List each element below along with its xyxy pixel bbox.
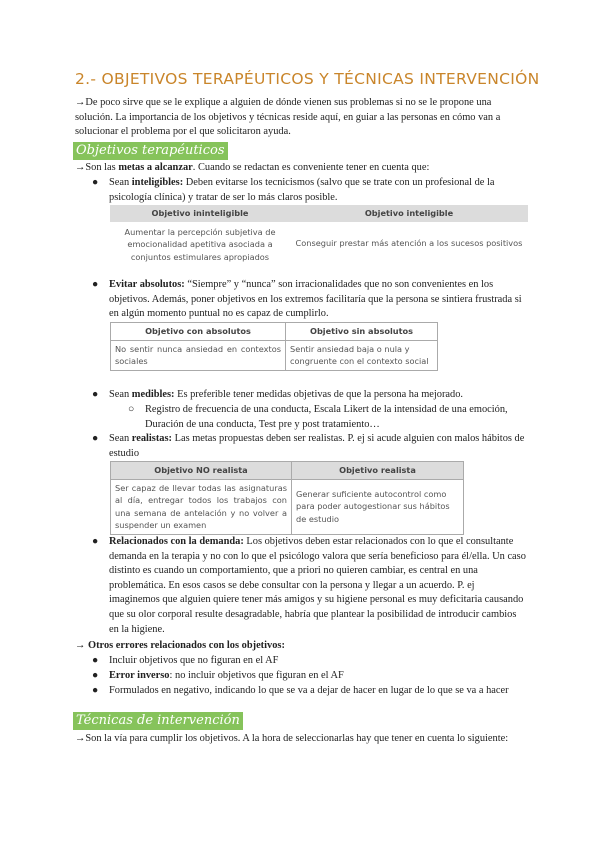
table-header: Objetivo inteligible xyxy=(290,205,528,222)
bullet-icon: ● xyxy=(92,279,99,290)
section-heading-tecnicas: Técnicas de intervención xyxy=(73,712,243,730)
bullet-icon: ● xyxy=(92,177,99,188)
objetivos-lead: →Son las metas a alcanzar. Cuando se redactan es conveniente tener en cuenta que: xyxy=(75,162,430,173)
table-realistas xyxy=(110,461,464,535)
error-item: Formulados en negativo, indicando lo que se va a dejar de hacer en lugar de lo que se va a hacer xyxy=(109,685,509,696)
table-header: Objetivo NO realista xyxy=(111,462,292,480)
tecnicas-paragraph: →Son la vía para cumplir los objetivos. A la hora de seleccionarlas hay que tener en cuenta lo siguiente: xyxy=(75,733,509,744)
intro-paragraph: →De poco sirve que se le explique a alguien de dónde vienen sus problemas si no se le propone una solución. La importancia de los objetivos y técnicas reside aquí, en guiar a las personas en cómo van a solucionar el problema por el que solicitaron ayuda. xyxy=(75,97,501,138)
table-cell: Generar suficiente autocontrol como para poder autogestionar sus hábitos de estudio xyxy=(292,479,464,534)
bullet-inteligibles: Sean inteligibles: Deben evitarse los tecnicismos (salvo que se trate con un profesional de la psicología clínica) y tratar de ser lo más claros posible. xyxy=(109,177,495,203)
sub-bullet-medidas: Registro de frecuencia de una conducta, Escala Likert de la intensidad de una emoción, Duración de una conducta, Test pre y post tratamiento… xyxy=(145,404,508,430)
bullet-icon: ● xyxy=(92,670,99,681)
error-item: Error inverso: no incluir objetivos que figuran en el AF xyxy=(109,670,344,681)
section-heading-objetivos: Objetivos terapéuticos xyxy=(73,142,228,160)
bullet-icon: ● xyxy=(92,685,99,696)
bullet-icon: ● xyxy=(92,655,99,666)
table-header: Objetivo ininteligible xyxy=(110,205,290,222)
bullet-icon: ● xyxy=(92,433,99,444)
table-cell: Ser capaz de llevar todas las asignaturas al día, entregar todos los trabajos con una semana de antelación y no volver a suspender un examen xyxy=(111,479,292,534)
table-absolutos xyxy=(110,322,438,371)
table-cell: Sentir ansiedad baja o nula y congruente con el contexto social xyxy=(286,340,438,370)
bullet-absolutos: Evitar absolutos: “Siempre” y “nunca” son irracionalidades que no son convenientes en los objetivos. Además, poner objetivos en los extremos facilitaría que la persona se sintiera frustrada si en algún momento puntual no es capaz de cumplirlo. xyxy=(109,279,522,320)
table-cell: Aumentar la percepción subjetiva de emocionalidad apetitiva asociada a conjuntos estimulares apropiados xyxy=(124,226,276,262)
bullet-demanda: Relacionados con la demanda: Los objetivos deben estar relacionados con lo que el consultante demanda en la terapia y no con lo que el psicólogo valora que sería beneficioso para él/ella. Un caso distinto es cuando un comportamiento, que a priori no quieren cambiar, es central en una problemática. En esos casos se debe consultar con la persona y llegar a un acuerdo. P. ej imaginemos que alguien quiere tener más amigos y su higiene personal es muy deficitaria causando que su olor corporal resulte desagradable, habría que plantear la posibilidad de introducir cambios en la higiene. xyxy=(109,536,526,635)
table-cell: No sentir nunca ansiedad en contextos sociales xyxy=(111,340,286,370)
table-header: Objetivo con absolutos xyxy=(111,323,286,341)
bullet-realistas: Sean realistas: Las metas propuestas deben ser realistas. P. ej si acude alguien con malos hábitos de estudio xyxy=(109,433,525,459)
bullet-icon: ● xyxy=(92,536,99,547)
otros-errores-heading: → Otros errores relacionados con los objetivos: xyxy=(75,640,285,651)
bullet-icon: ● xyxy=(92,389,99,400)
table-header: Objetivo realista xyxy=(292,462,464,480)
page-title: 2.- OBJETIVOS TERAPÉUTICOS Y TÉCNICAS INTERVENCIÓN xyxy=(75,70,540,88)
table-inteligibilidad xyxy=(110,205,528,265)
table-header: Objetivo sin absolutos xyxy=(286,323,438,341)
bullet-medibles: Sean medibles: Es preferible tener medidas objetivas de que la persona ha mejorado. xyxy=(109,389,464,400)
table-cell: Conseguir prestar más atención a los sucesos positivos xyxy=(295,238,523,248)
error-item: Incluir objetivos que no figuran en el AF xyxy=(109,655,279,666)
circle-bullet-icon: ○ xyxy=(128,404,135,415)
